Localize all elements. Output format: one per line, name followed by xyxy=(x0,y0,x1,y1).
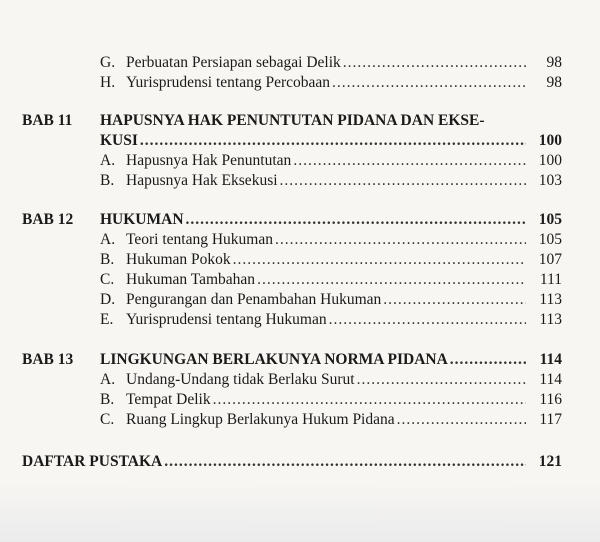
entry-letter: B. xyxy=(100,391,115,408)
entry-letter: E. xyxy=(100,311,114,328)
entry-title: KUSI xyxy=(100,132,138,149)
entry-title: Undang-Undang tidak Berlaku Surut xyxy=(126,371,355,388)
leader-dots xyxy=(164,453,526,471)
leader-dots xyxy=(450,351,526,369)
chapter-label: BAB 12 xyxy=(22,211,74,228)
chapter-title-line1: HAPUSNYA HAK PENUNTUTAN PIDANA DAN EKSE- xyxy=(100,112,485,129)
toc-entry-bab13-a xyxy=(100,371,562,389)
chapter-label: BAB 13 xyxy=(22,351,74,368)
entry-letter: A. xyxy=(100,231,116,248)
toc-entry-bab11 xyxy=(100,132,562,150)
chapter-label: BAB 11 xyxy=(22,112,73,129)
page-number: 114 xyxy=(539,371,562,388)
toc-entry-bab12 xyxy=(100,211,562,229)
toc-entry-bab12-c xyxy=(100,271,562,289)
toc-entry-bab12-a xyxy=(100,231,562,249)
entry-title: Hapusnya Hak Penuntutan xyxy=(126,152,292,169)
entry-title: Tempat Delik xyxy=(126,391,211,408)
entry-letter: A. xyxy=(100,371,116,388)
page-number: 121 xyxy=(538,453,562,470)
toc-entry-bab11-a xyxy=(100,152,562,170)
entry-letter: A. xyxy=(100,152,116,169)
toc-entry-bab12-e xyxy=(100,311,562,329)
leader-dots xyxy=(329,311,526,329)
leader-dots xyxy=(213,391,526,409)
entry-title: LINGKUNGAN BERLAKUNYA NORMA PIDANA xyxy=(100,351,448,368)
page-number: 111 xyxy=(539,271,562,288)
page-number: 117 xyxy=(539,411,562,428)
toc-entry-bab11-b xyxy=(100,172,562,190)
toc-entry-bab12-b xyxy=(100,251,562,269)
page-shading xyxy=(0,482,600,542)
entry-title: Yurisprudensi tentang Hukuman xyxy=(126,311,327,328)
leader-dots xyxy=(383,291,526,309)
entry-letter: C. xyxy=(100,411,115,428)
leader-dots xyxy=(397,411,526,429)
entry-title: Hukuman Pokok xyxy=(126,251,231,268)
leader-dots xyxy=(293,152,526,170)
entry-title: HUKUMAN xyxy=(100,211,184,228)
page-number: 98 xyxy=(546,54,562,71)
leader-dots xyxy=(186,211,526,229)
page-number: 103 xyxy=(538,172,562,189)
entry-letter: D. xyxy=(100,291,116,308)
leader-dots xyxy=(257,271,526,289)
leader-dots xyxy=(275,231,526,249)
entry-title: Ruang Lingkup Berlakunya Hukum Pidana xyxy=(126,411,395,428)
entry-letter: B. xyxy=(100,251,115,268)
page-number: 105 xyxy=(538,231,562,248)
toc-entry-bab13 xyxy=(100,351,562,369)
entry-title: Teori tentang Hukuman xyxy=(126,231,273,248)
entry-letter: G. xyxy=(100,54,116,71)
entry-title: Pengurangan dan Penambahan Hukuman xyxy=(126,291,382,308)
entry-letter: H. xyxy=(100,74,116,91)
leader-dots xyxy=(357,371,526,389)
leader-dots xyxy=(343,54,526,72)
leader-dots xyxy=(233,251,526,269)
entry-title: Yurisprudensi tentang Percobaan xyxy=(126,74,331,91)
leader-dots xyxy=(280,172,526,190)
leader-dots xyxy=(140,132,526,150)
entry-letter: B. xyxy=(100,172,115,189)
toc-entry-g xyxy=(100,54,562,72)
toc-entry-bab12-d xyxy=(100,291,562,309)
entry-title: Hapusnya Hak Eksekusi xyxy=(126,172,278,189)
page-number: 105 xyxy=(538,211,562,228)
page-number: 107 xyxy=(538,251,562,268)
entry-title: Hukuman Tambahan xyxy=(126,271,256,288)
page-number: 113 xyxy=(539,311,562,328)
page-number: 98 xyxy=(546,74,562,91)
page-number: 116 xyxy=(539,391,562,408)
page-number: 114 xyxy=(539,351,562,368)
page-number: 100 xyxy=(538,152,562,169)
toc-entry-bab13-c xyxy=(100,411,562,429)
leader-dots xyxy=(332,74,526,92)
toc-entry-bab13-b xyxy=(100,391,562,409)
toc-entry-h xyxy=(100,74,562,92)
page-number: 100 xyxy=(538,132,562,149)
entry-title: DAFTAR PUSTAKA xyxy=(22,453,163,470)
entry-title: Perbuatan Persiapan sebagai Delik xyxy=(126,54,341,71)
page-number: 113 xyxy=(539,291,562,308)
toc-entry-daftar-pustaka xyxy=(22,453,562,471)
entry-letter: C. xyxy=(100,271,115,288)
